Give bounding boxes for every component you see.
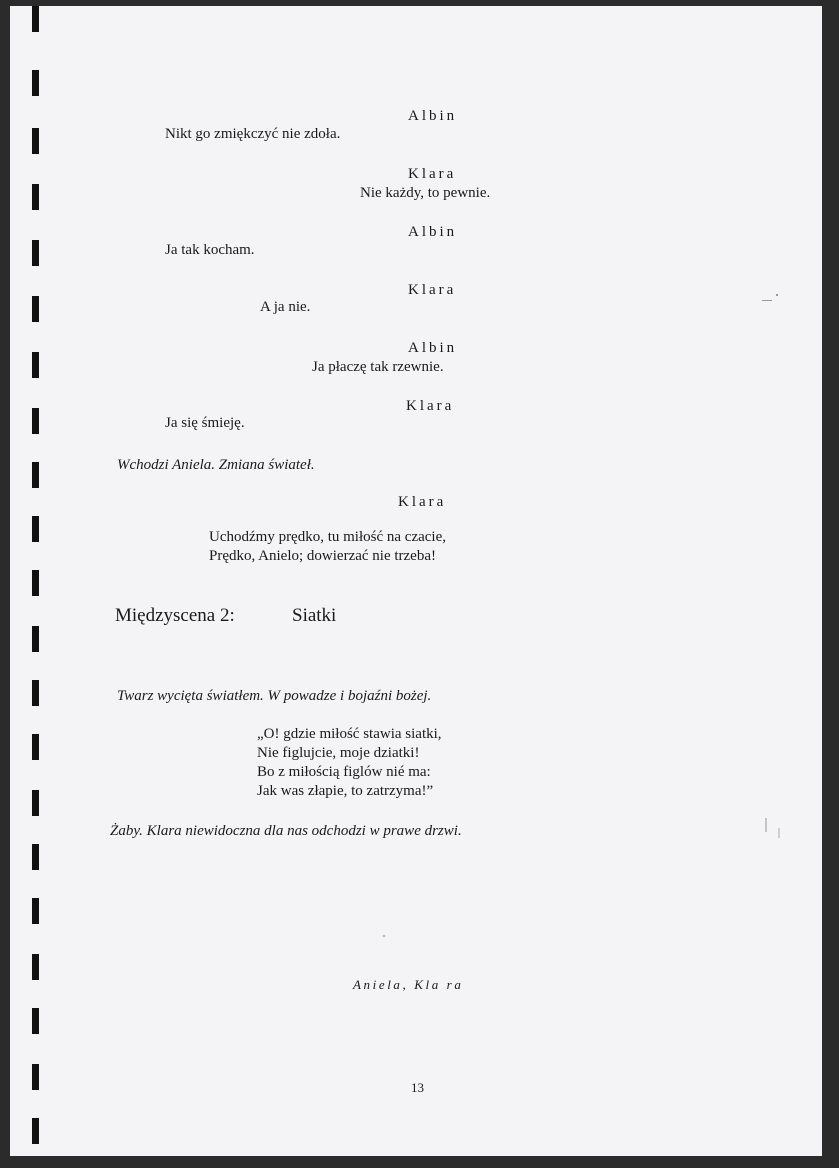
binding-hole: [32, 680, 39, 706]
song-line: „O! gdzie miłość stawia siatki,: [257, 726, 442, 742]
scan-speck: [383, 935, 385, 937]
dialogue-line: Ja tak kocham.: [165, 242, 255, 258]
speaker-name: Albin: [408, 340, 458, 356]
speaker-name: Albin: [408, 224, 458, 240]
binding-hole: [32, 408, 39, 434]
song-line: Nie figlujcie, moje dziatki!: [257, 745, 420, 761]
scan-speck: [765, 818, 767, 832]
speaker-name: Klara: [408, 166, 457, 182]
scan-speck: [762, 300, 772, 301]
stage-direction: Żaby. Klara niewidoczna dla nas odchodzi w prawe drzwi.: [110, 823, 462, 839]
binding-hole: [32, 626, 39, 652]
speaker-name: Klara: [398, 494, 447, 510]
scan-speck: [776, 294, 778, 296]
binding-hole: [32, 70, 39, 96]
binding-hole: [32, 462, 39, 488]
stage-direction: Wchodzi Aniela. Zmiana świateł.: [117, 457, 315, 473]
binding-hole: [32, 184, 39, 210]
speaker-name: Klara: [408, 282, 457, 298]
character-list: Aniela, Kla ra: [353, 977, 464, 992]
speaker-name: Klara: [406, 398, 455, 414]
binding-hole: [32, 1064, 39, 1090]
binding-hole: [32, 128, 39, 154]
interlude-title: Siatki: [292, 605, 337, 626]
verse-line: Prędko, Anielo; dowierzać nie trzeba!: [209, 548, 436, 564]
dialogue-line: Nikt go zmiękczyć nie zdoła.: [165, 126, 341, 142]
binding-hole: [32, 516, 39, 542]
binding-hole: [32, 1008, 39, 1034]
interlude-label: Międzyscena 2:: [115, 605, 235, 626]
binding-hole: [32, 352, 39, 378]
song-line: Jak was złapie, to zatrzyma!”: [257, 783, 434, 799]
scan-speck: [778, 828, 780, 838]
stage-direction: Twarz wycięta światłem. W powadze i bojaźni bożej.: [117, 688, 432, 704]
binding-hole: [32, 844, 39, 870]
binding-hole: [32, 1118, 39, 1144]
binding-hole: [32, 790, 39, 816]
binding-hole: [32, 6, 39, 32]
binding-hole: [32, 954, 39, 980]
dialogue-line: Nie każdy, to pewnie.: [360, 185, 491, 201]
document-page: [10, 6, 822, 1156]
binding-hole: [32, 570, 39, 596]
binding-hole: [32, 734, 39, 760]
dialogue-line: Ja się śmieję.: [165, 415, 245, 431]
binding-hole: [32, 898, 39, 924]
speaker-name: Albin: [408, 108, 458, 124]
dialogue-line: A ja nie.: [260, 299, 311, 315]
page-number: 13: [411, 1080, 424, 1095]
dialogue-line: Ja płaczę tak rzewnie.: [312, 359, 444, 375]
binding-hole: [32, 296, 39, 322]
verse-line: Uchodźmy prędko, tu miłość na czacie,: [209, 529, 446, 545]
binding-hole: [32, 240, 39, 266]
song-line: Bo z miłością figlów nié ma:: [257, 764, 431, 780]
